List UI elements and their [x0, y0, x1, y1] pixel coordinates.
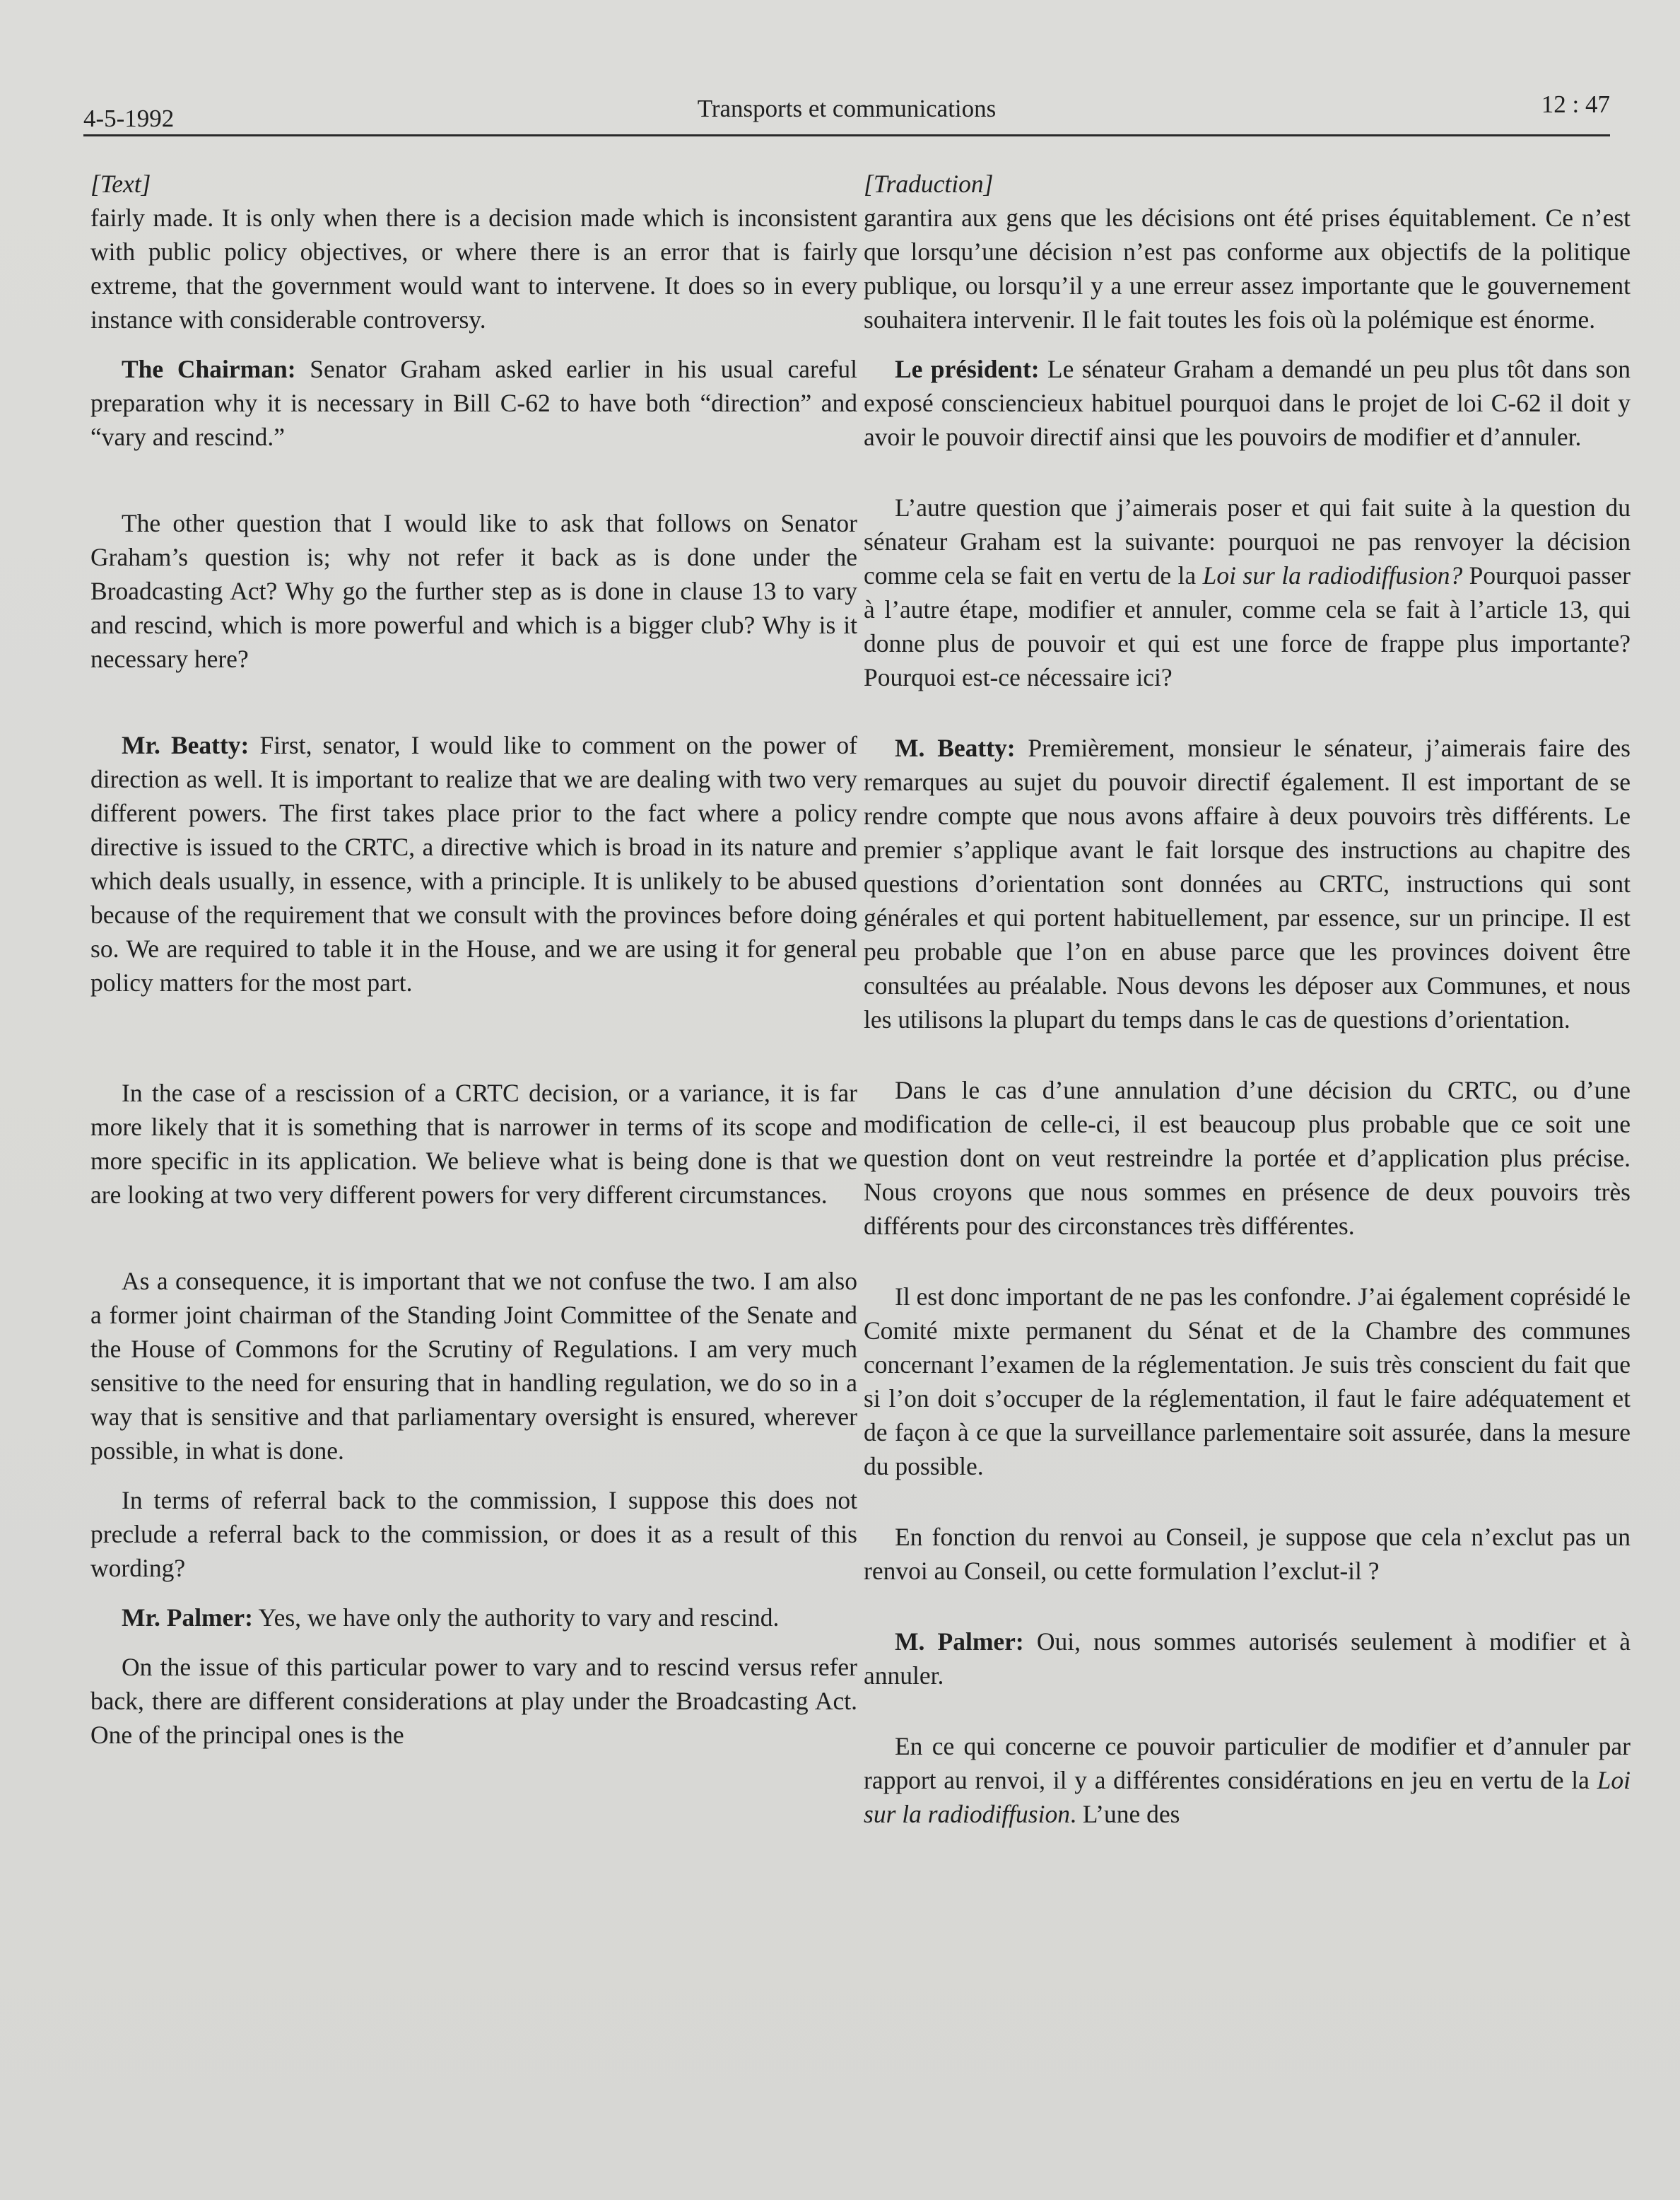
paragraph: En ce qui concerne ce pouvoir particulier de modifier et d’annuler par rapport au renvoi, il y a différentes considérations en jeu en vertu de la Loi sur la radiodiffusion. L’une des [864, 1732, 1631, 1828]
paragraph: As a consequence, it is important that we not confuse the two. I am also a former joint chairman of the Standing Joint Committee of the Senate and the House of Commons for the Scrutiny of Regulations. I am very much sensitive to the need for ensuring that in handling regulation, we do so in a way that is sensitive and that parliamentary oversight is ensured, wherever possible, in what is done. [90, 1267, 857, 1465]
language-tag: [Text] [90, 170, 151, 198]
paragraph: Mr. Palmer: Yes, we have only the authority to vary and rescind. [122, 1603, 780, 1632]
paragraph: The other question that I would like to ask that follows on Senator Graham’s question is; why not refer it back as is done under the Broadcasting Act? Why go the further step as is done in clause 13 to vary and rescind, which is more powerful and which is a bigger club? Why is it necessary here? [90, 509, 857, 673]
header-title: Transports et communications [697, 95, 997, 122]
page-header [83, 90, 1610, 136]
paragraph: On the issue of this particular power to vary and to rescind versus refer back, there are different considerations at play under the Broadcasting Act. One of the principal ones is the [90, 1653, 857, 1749]
header-date: 4-5-1992 [83, 105, 175, 132]
paragraph: En fonction du renvoi au Conseil, je suppose que cela n’exclut pas un renvoi au Conseil, ou cette formulation l’exclut-il ? [864, 1523, 1631, 1585]
speaker-name: Mr. Palmer: [122, 1603, 253, 1632]
paragraph: M. Beatty: Premièrement, monsieur le sénateur, j’aimerais faire des remarques au sujet du pouvoir directif également. Il est important de se rendre compte que nous avons affaire à deux pouvoirs très différents. Le premier s’applique avant le fait lorsque des instructions au chapitre des questions d’orientation sont données au CRTC, instructions qui sont générales et qui portent habituellement, par essence, sur un principe. Il est peu probable que l’on en abuse parce que les provinces doivent être consultées au préalable. Nous devons les déposer aux Communes, et nous les utilisons la plupart du temps dans le cas de questions d’orientation. [864, 734, 1631, 1034]
paragraph: Dans le cas d’une annulation d’une décision du CRTC, ou d’une modification de celle-ci, il est beaucoup plus probable que ce soit une question dont on veut restreindre la portée et d’application plus précise. Nous croyons que nous sommes en présence de deux pouvoirs très différents pour des circonstances très différentes. [864, 1076, 1631, 1240]
paragraph: Mr. Beatty: First, senator, I would like to comment on the power of direction as well. It is important to realize that we are dealing with two very different powers. The first takes place prior to the fact where a policy directive is issued to the CRTC, a directive which is broad in its nature and which deals usually, in essence, with a principle. It is unlikely to be abused because of the requirement that we consult with the provinces before doing so. We are required to table it in the House, and we are using it for general policy matters for the most part. [90, 731, 858, 997]
speaker-name: The Chairman: [122, 355, 296, 383]
paragraph: L’autre question que j’aimerais poser et qui fait suite à la question du sénateur Graham est la suivante: pourquoi ne pas renvoyer la décision comme cela se fait en vertu de la Loi sur la radiodiffusion? Pourquoi passer à l’autre étape, modifier et annuler, comme cela se fait à l’article 13, qui donne plus de pouvoir et qui est une force de frappe plus importante? Pourquoi est-ce nécessaire ici? [864, 493, 1631, 691]
paragraph: fairly made. It is only when there is a decision made which is inconsistent with public policy objectives, or where there is an error that is fairly extreme, that the government would want to intervene. It does so in every instance with considerable controversy. [90, 204, 857, 334]
paragraph: garantira aux gens que les décisions ont été prises équitablement. Ce n’est que lorsqu’une décision n’est pas conforme aux objectifs de la politique publique, ou lorsqu’il y a une erreur assez importante que le gouvernement souhaitera intervenir. Il le fait toutes les fois où la polémique est énorme. [864, 204, 1631, 334]
paragraph: The Chairman: Senator Graham asked earlier in his usual careful preparation why it is necessary in Bill C-62 to have both “direction” and “vary and rescind.” [90, 355, 857, 451]
speaker-name: Le président: [895, 355, 1040, 383]
paragraph: M. Palmer: Oui, nous sommes autorisés seulement à modifier et à annuler. [864, 1627, 1631, 1690]
speaker-name: M. Beatty: [895, 734, 1016, 762]
header-page-number: 12 : 47 [1541, 90, 1610, 118]
french-column [864, 167, 1631, 2104]
paragraph: In terms of referral back to the commission, I suppose this does not preclude a referral back to the commission, or does it as a result of this wording? [90, 1486, 857, 1582]
speaker-name: M. Palmer: [895, 1627, 1024, 1656]
paragraph: Il est donc important de ne pas les confondre. J’ai également coprésidé le Comité mixte permanent du Sénat et de la Chambre des communes concernant l’examen de la réglementation. Je suis très conscient du fait que si l’on doit s’occuper de la réglementation, il faut le faire adéquatement et de façon à ce que la surveillance parlementaire soit assurée, dans la mesure du possible. [864, 1282, 1631, 1480]
english-column [90, 167, 857, 2104]
paragraph: Le président: Le sénateur Graham a demandé un peu plus tôt dans son exposé consciencieux habituel pourquoi dans le projet de loi C-62 il doit y avoir le pouvoir directif ainsi que les pouvoirs de modifier et d’annuler. [864, 355, 1631, 451]
language-tag: [Traduction] [864, 170, 994, 198]
paragraph: In the case of a rescission of a CRTC decision, or a variance, it is far more likely that it is something that is narrower in terms of its scope and more specific in its application. We believe what is being done is that we are looking at two very different powers for very different circumstances. [90, 1079, 857, 1209]
speaker-name: Mr. Beatty: [122, 731, 249, 759]
